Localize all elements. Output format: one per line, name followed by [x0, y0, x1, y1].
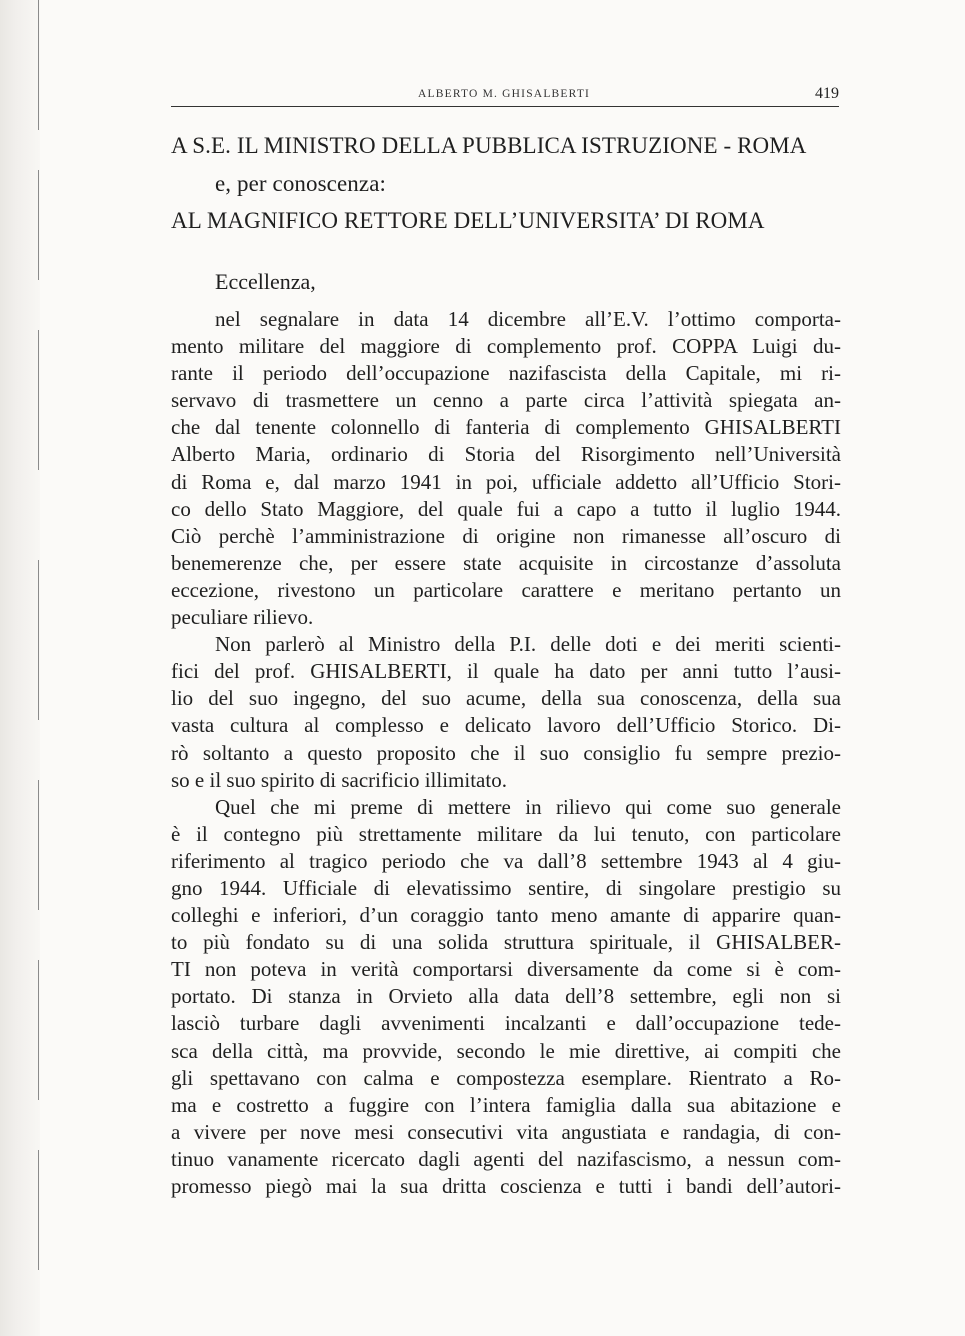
text-line: vasta cultura al complesso e delicato lavoro dell’Ufficio Storico. Di- — [171, 713, 841, 738]
text-line: ma e costretto a fuggire con l’intera famiglia dalla sua abitazione e — [171, 1092, 841, 1117]
book-spine-shadow — [0, 0, 40, 1336]
text-line: è il contegno più strettamente militare da lui tenuto, con particolare — [171, 821, 841, 846]
text-line: Non parlerò al Ministro della P.I. delle doti e dei meriti scienti- — [215, 632, 841, 657]
text-line: di Roma e, dal marzo 1941 in poi, ufficiale addetto all’Ufficio Stori- — [171, 469, 841, 494]
salutation: Eccellenza, — [215, 269, 316, 294]
text-line: gli spettavano con calma e compostezza esemplare. Rientrato a Ro- — [171, 1065, 841, 1090]
spine-edge-line — [38, 330, 39, 470]
text-line: a vivere per nove mesi consecutivi vita angustiata e randagia, di con- — [171, 1119, 841, 1144]
text-line: rante il periodo dell’occupazione nazifascista della Capitale, mi ri- — [171, 361, 841, 386]
text-line: tinuo vanamente ricercato dagli agenti del nazifascismo, a nessun com- — [171, 1146, 841, 1171]
text-line: riferimento al tragico periodo che va dall’8 settembre 1943 al 4 giu- — [171, 848, 841, 873]
text-line: colleghi e inferiori, d’un coraggio tanto meno amante di apparire quan- — [171, 903, 841, 928]
text-line: sca della città, ma provvide, secondo le mie direttive, ai compiti che — [171, 1038, 841, 1063]
text-line: mento militare del maggiore di complemento prof. COPPA Luigi du- — [171, 334, 841, 359]
text-line: benemerenze che, per essere state acquisite in circostanze d’assoluta — [171, 550, 841, 575]
text-line: so e il suo spirito di sacrificio illimitato. — [171, 767, 507, 792]
text-line: che dal tenente colonnello di fanteria di complemento GHISALBERTI — [171, 415, 841, 440]
spine-edge-line — [38, 1150, 39, 1270]
running-head: ALBERTO M. GHISALBERTI — [418, 88, 591, 100]
text-line: gno 1944. Ufficiale di elevatissimo sentire, di singolare prestigio su — [171, 875, 841, 900]
page-number: 419 — [815, 85, 839, 102]
text-line: Alberto Maria, ordinario di Storia del Risorgimento nell’Università — [171, 442, 841, 467]
text-line: Quel che mi preme di mettere in rilievo qui come suo generale — [215, 794, 841, 819]
text-line: servavo di trasmettere un cenno a parte circa l’attività spiegata an- — [171, 388, 841, 413]
text-line: to più fondato su di una solida struttura spirituale, il GHISALBER- — [171, 930, 841, 955]
text-line: peculiare rilievo. — [171, 605, 314, 630]
letter-body — [171, 306, 841, 1200]
text-line: rò soltanto a questo proposito che il suo consiglio fu sempre prezio- — [171, 740, 841, 765]
cc-addressee-line: AL MAGNIFICO RETTORE DELL’UNIVERSITA’ DI ROMA — [171, 208, 765, 233]
text-line: Ciò perchè l’amministrazione di origine non rimanesse all’oscuro di — [171, 523, 841, 548]
text-line: lio del suo ingegno, del suo acume, della sua conoscenza, della sua — [171, 686, 841, 711]
copy-note: e, per conoscenza: — [215, 171, 387, 196]
page-header — [171, 86, 839, 107]
text-line: fici del prof. GHISALBERTI, il quale ha dato per anni tutto l’ausi- — [171, 659, 841, 684]
text-line: TI non poteva in verità comportarsi diversamente da come si è com- — [171, 957, 841, 982]
text-line: lasciò turbare dagli avvenimenti incalzanti e dall’occupazione tede- — [171, 1011, 841, 1036]
text-line: co dello Stato Maggiore, del quale fui a capo a tutto il luglio 1944. — [171, 496, 841, 521]
text-line: promesso piegò mai la sua dritta coscienza e tutti i bandi dell’autori- — [171, 1174, 841, 1198]
text-line: nel segnalare in data 14 dicembre all’E.V. l’ottimo comporta- — [215, 307, 841, 331]
addressee-line: A S.E. IL MINISTRO DELLA PUBBLICA ISTRUZIONE - ROMA — [171, 133, 807, 158]
text-line: eccezione, rivestono un particolare carattere e meritano pertanto un — [171, 577, 841, 602]
text-line: portato. Di stanza in Orvieto alla data dell’8 settembre, egli non si — [171, 984, 841, 1009]
spine-edge-line — [38, 170, 39, 280]
spine-edge-line — [38, 0, 39, 130]
spine-edge-line — [38, 560, 39, 720]
spine-edge-line — [38, 960, 39, 1100]
spine-edge-line — [38, 780, 39, 910]
